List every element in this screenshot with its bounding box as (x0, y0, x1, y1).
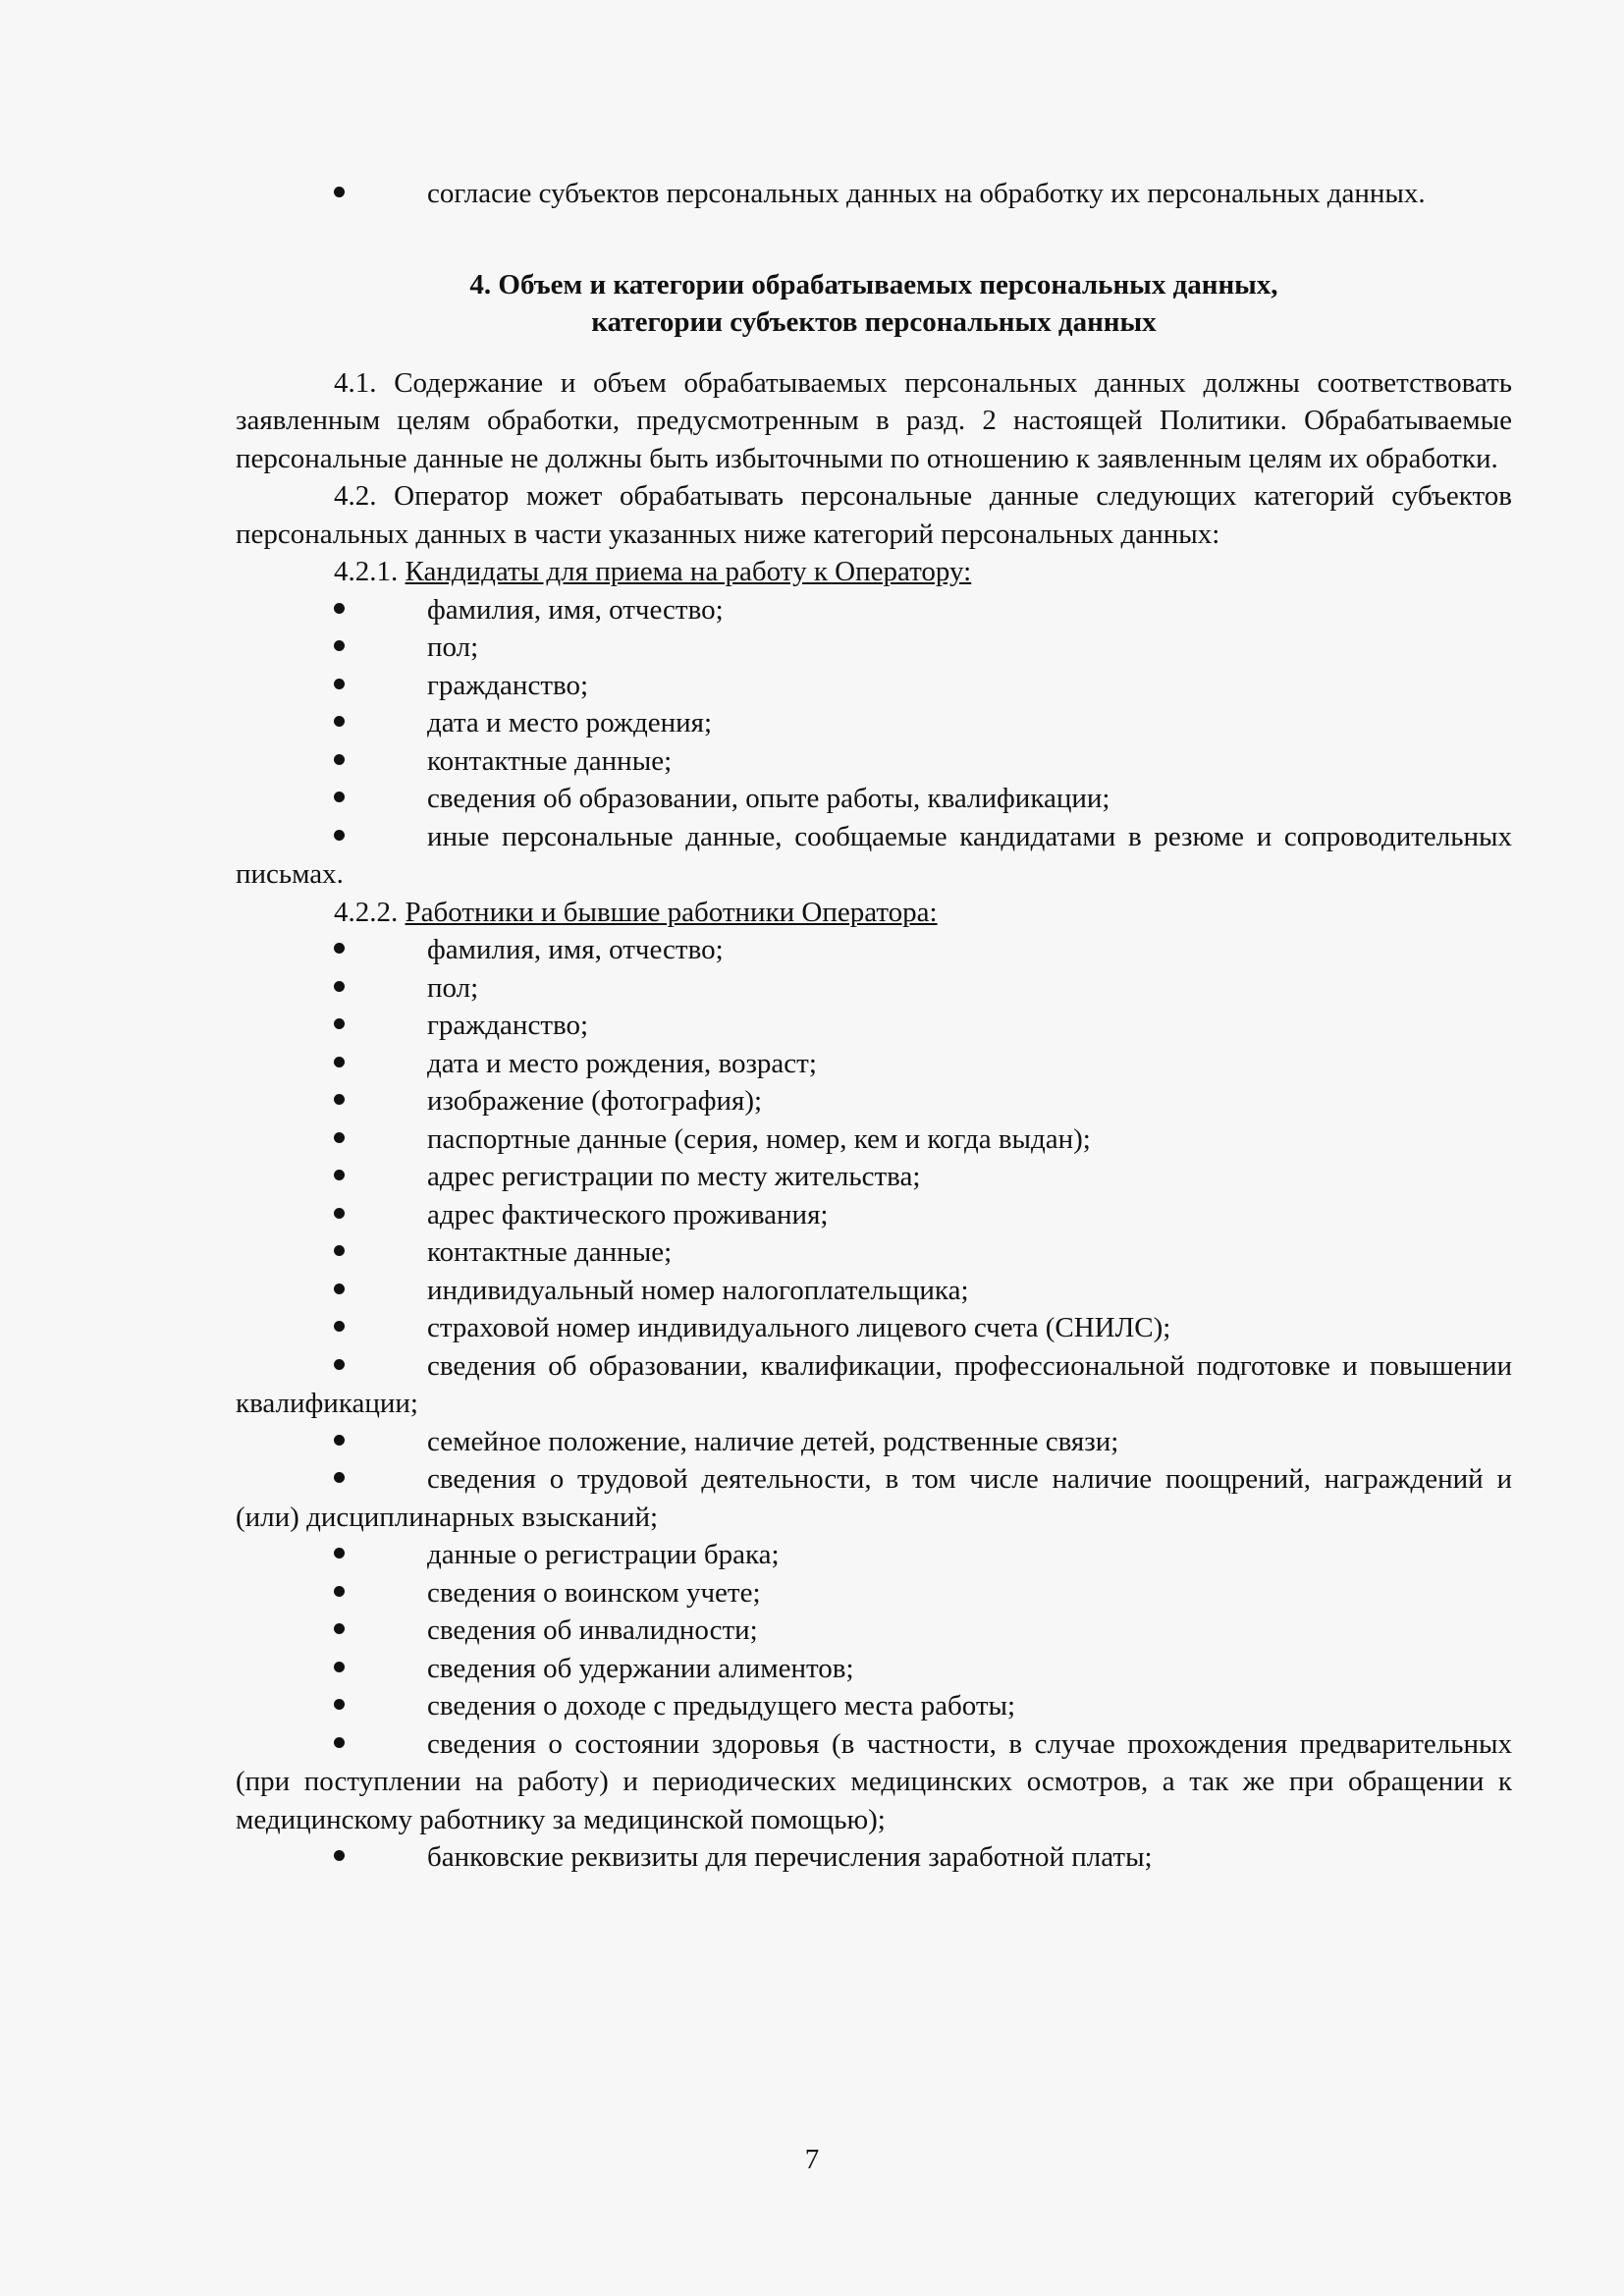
subsection-title: Работники и бывшие работники Оператора: (405, 896, 938, 928)
list-item (236, 1612, 1512, 1650)
list-item (236, 1650, 1512, 1688)
subsection-4-2-1-heading (236, 553, 1512, 591)
list-item-text: дата и место рождения, возраст; (427, 1047, 817, 1079)
list-item (236, 1838, 1512, 1877)
list-item (236, 742, 1512, 781)
list-item (236, 818, 1512, 894)
list-item (236, 1574, 1512, 1613)
list-item (236, 1121, 1512, 1159)
list-item-text: пол; (427, 971, 479, 1004)
employee-data-list (236, 931, 1512, 1877)
list-item (236, 1045, 1512, 1083)
list-item (236, 1423, 1512, 1461)
list-item-text: банковские реквизиты для перечисления заработной платы; (427, 1841, 1153, 1873)
list-item (236, 1233, 1512, 1272)
section-heading-line-1: 4. Объем и категории обрабатываемых персональных данных, (469, 268, 1278, 301)
list-item (236, 1460, 1512, 1536)
list-item-text: пол; (427, 631, 479, 663)
list-item-text: гражданство; (427, 1010, 589, 1041)
list-item-text: адрес фактического проживания; (427, 1198, 829, 1230)
list-item (236, 780, 1512, 818)
list-item-text: иные персональные данные, сообщаемые кандидатами в резюме и сопроводительных письмах. (236, 820, 1512, 890)
list-item-text: сведения об образовании, опыте работы, квалификации; (427, 783, 1110, 814)
list-item-text: фамилия, имя, отчество; (427, 934, 724, 965)
list-item-text: сведения о доходе с предыдущего места работы; (427, 1690, 1016, 1722)
page-number: 7 (804, 2144, 820, 2175)
list-item-text: сведения об удержании алиментов; (427, 1652, 854, 1684)
intro-bullet (236, 175, 1512, 213)
subsection-number: 4.2.1. (334, 556, 399, 587)
list-item (236, 591, 1512, 629)
list-item-text: данные о регистрации брака; (427, 1539, 780, 1570)
list-item-text: сведения о состоянии здоровья (в частности, в случае прохождения предварительных (при поступлении на работу) и периодических медицинских осмотров, а так же при обращении к медицинскому работнику за медицинской помощью); (236, 1727, 1512, 1835)
list-item-text: страховой номер индивидуального лицевого счета (СНИЛС); (427, 1312, 1171, 1343)
list-item (236, 1082, 1512, 1121)
list-item-text: индивидуальный номер налогоплательщика; (427, 1274, 969, 1306)
list-item (236, 1687, 1512, 1725)
page-content (236, 175, 1512, 1877)
subsection-4-2-2-heading (236, 894, 1512, 932)
subsection-title: Кандидаты для приема на работу к Оператору: (405, 556, 972, 587)
list-item (236, 1158, 1512, 1196)
list-item-text: сведения о трудовой деятельности, в том числе наличие поощрений, награждений и (или) дисциплинарных взысканий; (236, 1463, 1512, 1533)
list-item (236, 1725, 1512, 1839)
list-item (236, 704, 1512, 742)
list-item-text: фамилия, имя, отчество; (427, 593, 724, 626)
list-item-text: гражданство; (427, 669, 589, 701)
list-item (236, 1196, 1512, 1234)
list-item (236, 1007, 1512, 1045)
list-item (236, 667, 1512, 705)
list-item (236, 1347, 1512, 1423)
list-item-text: контактные данные; (427, 744, 673, 777)
candidate-data-list (236, 591, 1512, 894)
section-heading (236, 266, 1512, 341)
list-item-text: контактные данные; (427, 1236, 673, 1268)
list-item (236, 629, 1512, 667)
list-item (236, 1536, 1512, 1574)
subsection-number: 4.2.2. (334, 896, 399, 928)
list-item (236, 931, 1512, 969)
list-item-text: семейное положение, наличие детей, родственные связи; (427, 1425, 1119, 1457)
list-item (236, 969, 1512, 1008)
list-item-text: сведения об образовании, квалификации, профессиональной подготовке и повышении квалификации; (236, 1349, 1512, 1419)
list-item-text: сведения о воинском учете; (427, 1576, 761, 1609)
list-item-text: сведения об инвалидности; (427, 1614, 758, 1646)
list-item-text: изображение (фотография); (427, 1085, 763, 1117)
paragraph-4-1: 4.1. Содержание и объем обрабатываемых персональных данных должны соответствовать заявленным целям обработки, предусмотренным в разд. 2 настоящей Политики. Обрабатываемые персональные данные не должны быть избыточными по отношению к заявленным целям их обработки. (236, 366, 1512, 474)
list-item-text: адрес регистрации по месту жительства; (427, 1161, 921, 1192)
paragraph-4-2: 4.2. Оператор может обрабатывать персональные данные следующих категорий субъектов персональных данных в части указанных ниже категорий персональных данных: (236, 480, 1512, 550)
list-item-text: дата и место рождения; (427, 707, 713, 738)
intro-bullet-text: согласие субъектов персональных данных на обработку их персональных данных. (427, 178, 1426, 209)
section-heading-line-2: категории субъектов персональных данных (591, 305, 1157, 338)
list-item (236, 1272, 1512, 1310)
list-item (236, 1309, 1512, 1347)
list-item-text: паспортные данные (серия, номер, кем и когда выдан); (427, 1122, 1091, 1155)
